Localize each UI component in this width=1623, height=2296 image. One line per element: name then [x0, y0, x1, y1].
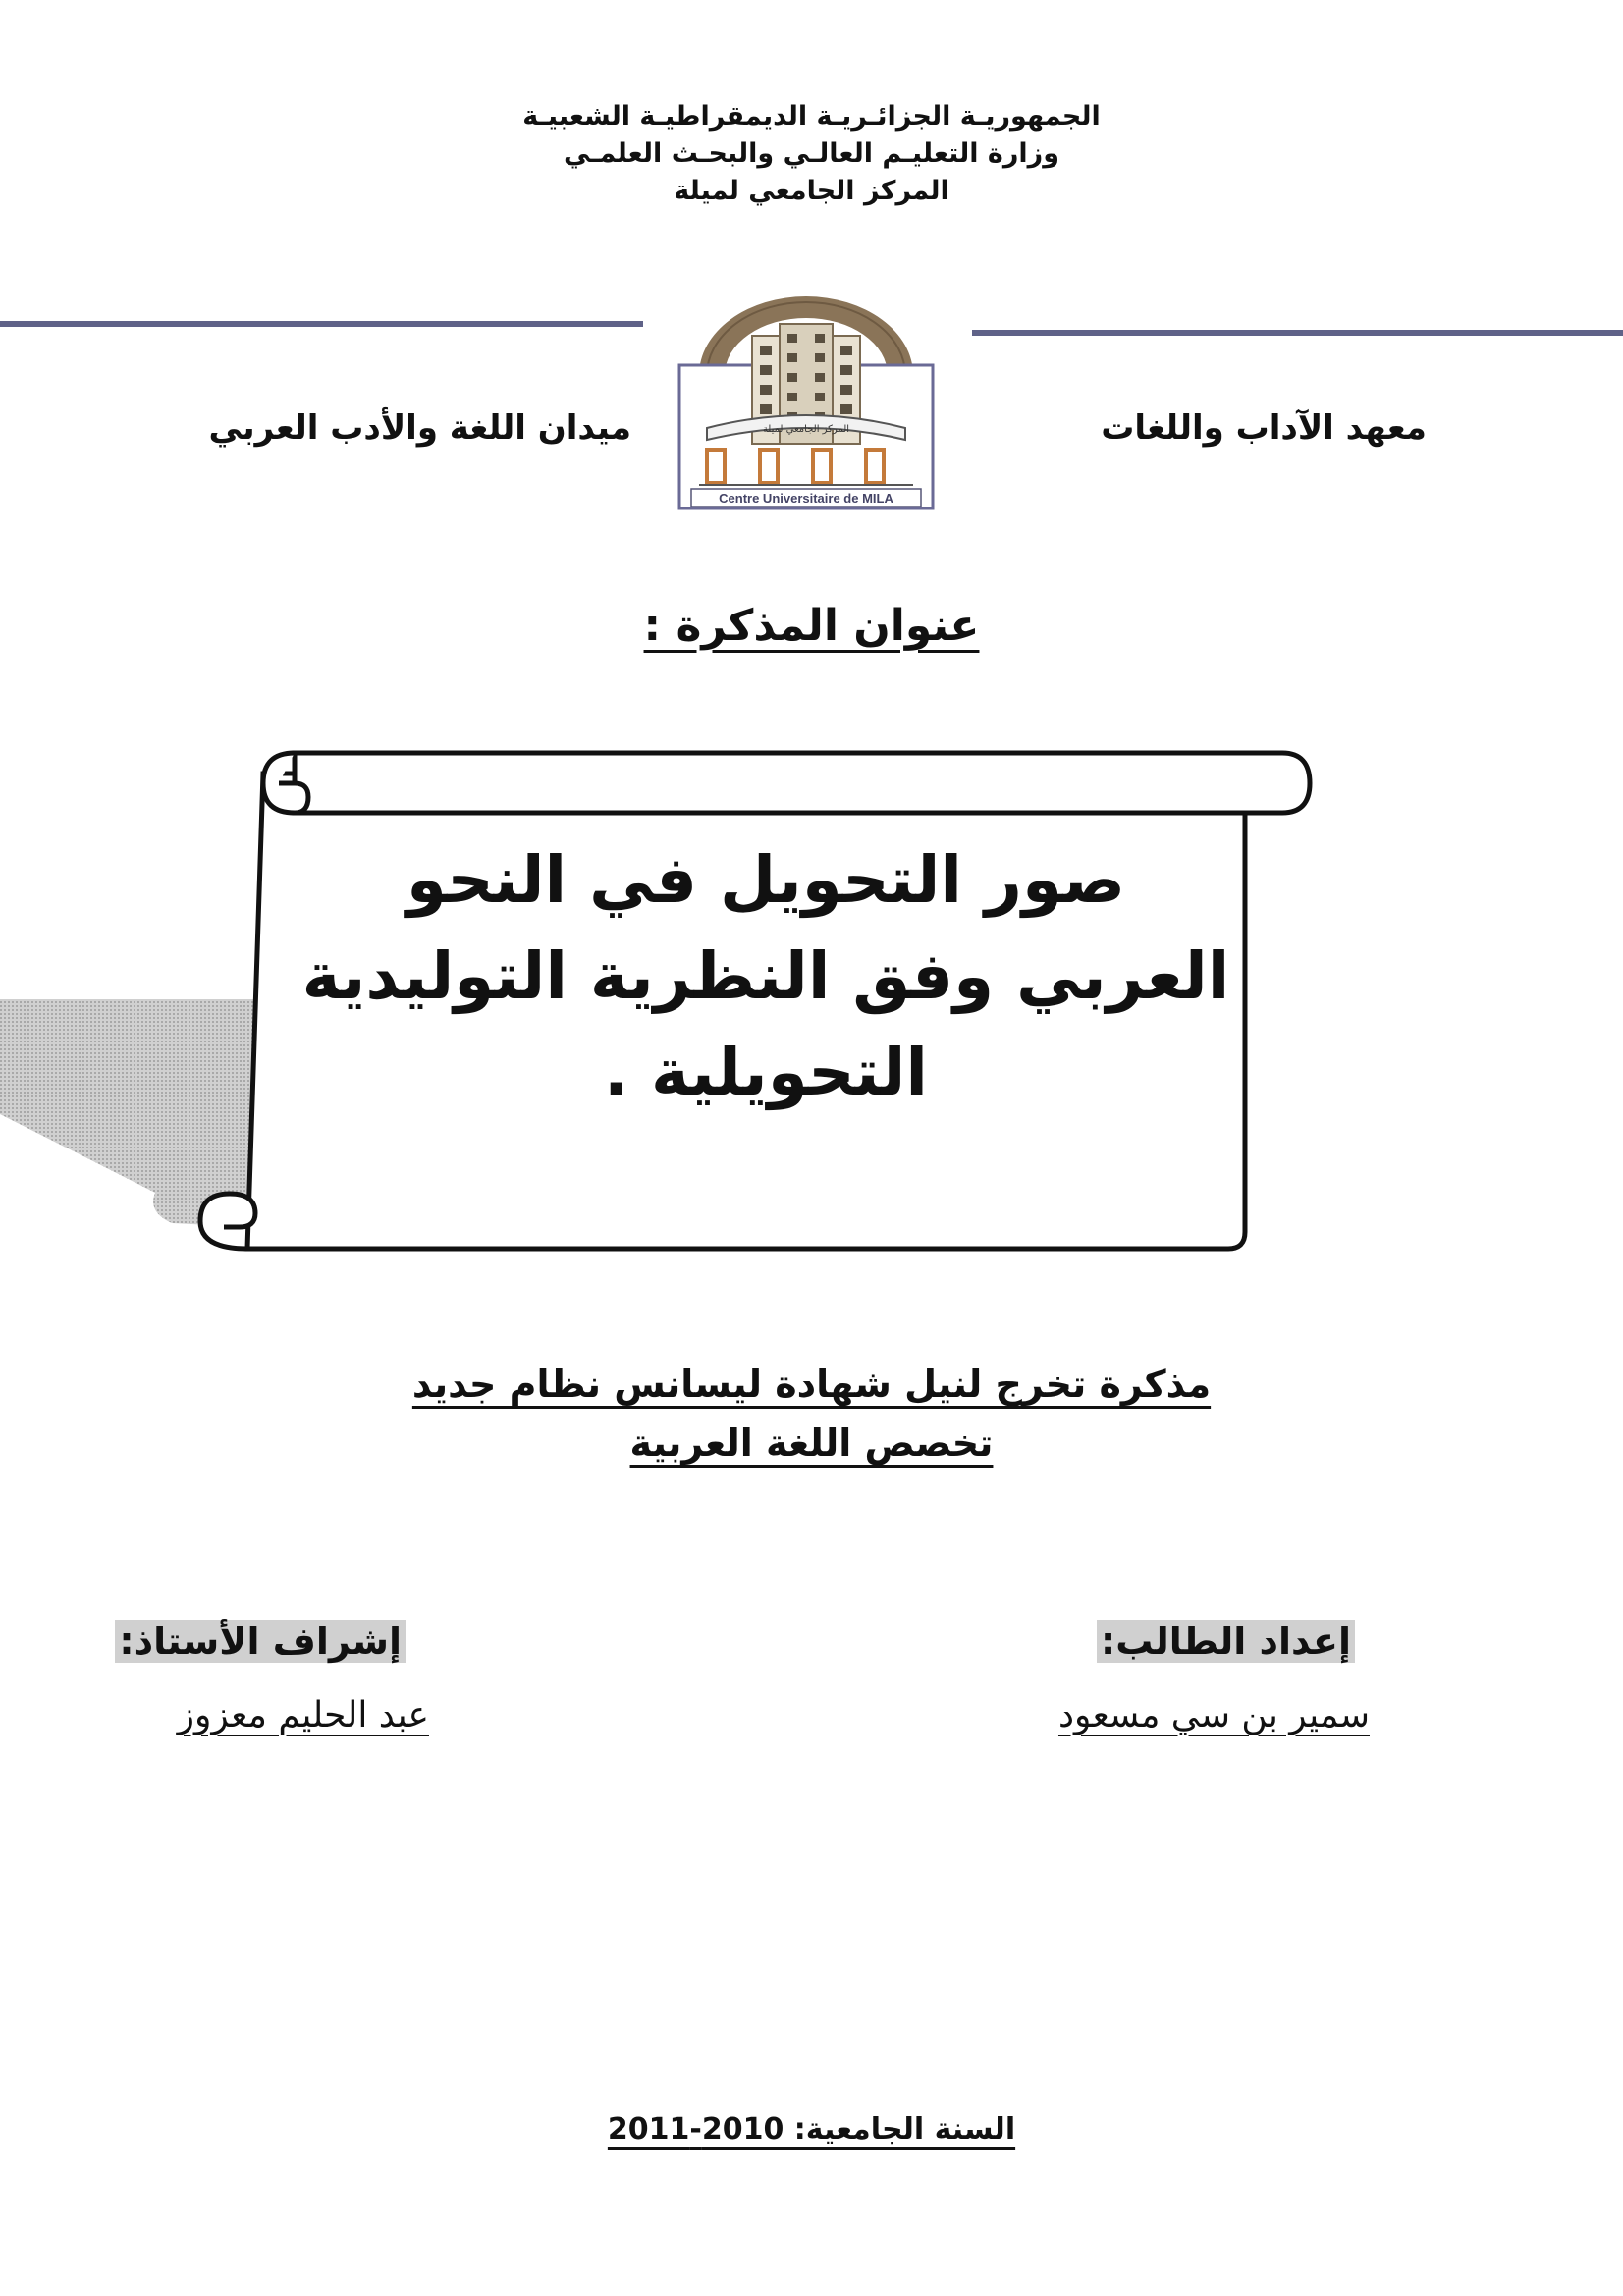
field-label: ميدان اللغة والأدب العربي	[208, 408, 631, 448]
student-name: سمير بن سي مسعود	[1057, 1695, 1370, 1735]
university-logo	[677, 285, 935, 512]
logo-arabic-caption: المركز الجامعي لميلة	[762, 424, 850, 435]
institute-label: معهد الآداب واللغات	[1101, 408, 1427, 448]
scroll-top-roll	[295, 753, 1310, 813]
thesis-title-line-3: التحويلية .	[603, 1035, 929, 1110]
supervisor-label: إشراف الأستاذ:	[115, 1620, 406, 1663]
degree-statement	[0, 1355, 1623, 1472]
title-heading-text: عنوان المذكرة :	[643, 601, 980, 651]
header-rule-right	[972, 330, 1623, 336]
header-line-center: المركز الجامعي لميلة	[674, 176, 949, 206]
header-rule-left	[0, 321, 643, 327]
header-block	[295, 98, 1328, 210]
supervisor-name: عبد الحليم معزوز	[177, 1695, 429, 1735]
academic-year	[0, 2112, 1623, 2147]
thesis-title	[275, 832, 1257, 1121]
thesis-title-line-2: العربي وفق النظرية التوليدية	[301, 938, 1230, 1014]
logo-caption: Centre Universitaire de MILA	[719, 491, 893, 506]
title-heading	[0, 601, 1623, 651]
header-line-ministry: وزارة التعليـم العالـي والبحـث العلمـي	[564, 138, 1059, 169]
header-line-republic: الجمهوريـة الجزائـريـة الديمقراطيـة الشعبيـة	[522, 101, 1101, 132]
degree-line-2: تخصص اللغة العربية	[629, 1421, 994, 1465]
academic-year-text: السنة الجامعية: 2010-2011	[607, 2112, 1016, 2147]
degree-line-1: مذكرة تخرج لنيل شهادة ليسانس نظام جديد	[411, 1362, 1212, 1406]
thesis-title-line-1: صور التحويل في النحو	[406, 842, 1126, 918]
student-label: إعداد الطالب:	[1097, 1620, 1355, 1663]
